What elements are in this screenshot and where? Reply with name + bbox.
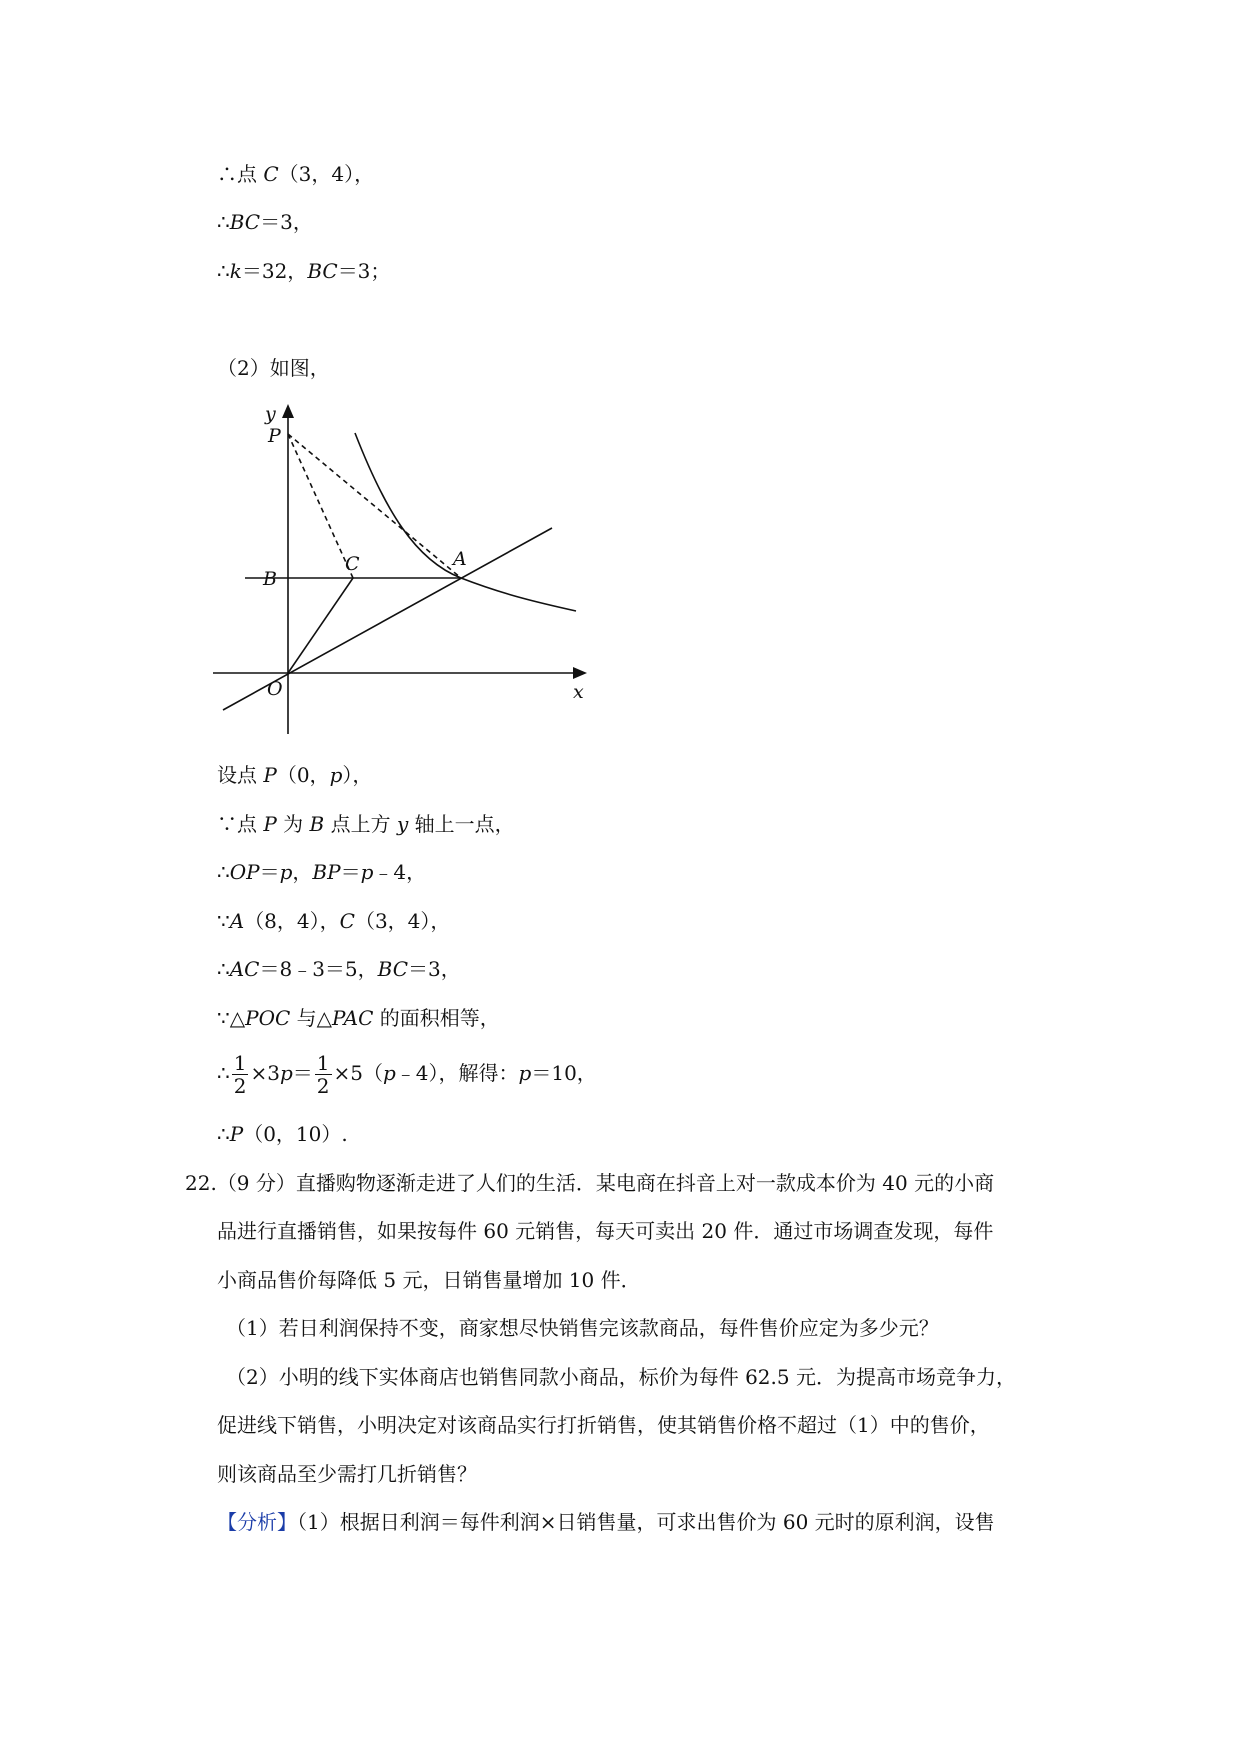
solution-line-9: ∴AC＝8﹣3＝5，BC＝3，: [217, 957, 461, 981]
hyperbola-curve: [355, 433, 576, 611]
question-22-sub1: （1）若日利润保持不变，商家想尽快销售完该款商品，每件售价应定为多少元？: [226, 1316, 939, 1340]
analysis-line: 【分析】（1）根据日利润＝每件利润×日销售量，可求出售价为 60 元时的原利润，设售: [217, 1510, 995, 1534]
label-o: O: [267, 678, 283, 700]
label-a: A: [453, 548, 467, 570]
label-p: P: [268, 425, 281, 447]
question-22-line-1: 22.（9 分）直播购物逐渐走进了人们的生活．某电商在抖音上对一款成本价为 40 元的小商: [185, 1171, 995, 1195]
x-axis-arrow: [573, 667, 587, 679]
solution-line-7: ∴OP＝p，BP＝p﹣4，: [217, 860, 427, 884]
question-22-sub2-line3: 则该商品至少需打几折销售？: [217, 1462, 477, 1486]
label-b: B: [263, 568, 277, 590]
coordinate-graph: [205, 400, 600, 740]
dashed-pa: [288, 434, 461, 578]
solution-line-3: ∴k＝32，BC＝3；: [217, 259, 391, 283]
segment-oc: [288, 578, 353, 673]
analysis-tag: 【分析】: [217, 1510, 297, 1534]
question-number: 22.: [185, 1171, 217, 1195]
solution-line-8: ∵A（8，4），C（3，4），: [217, 909, 451, 933]
question-22-line-2: 品进行直播销售，如果按每件 60 元销售，每天可卖出 20 件．通过市场调查发现，每件: [217, 1219, 994, 1243]
question-22-line-3: 小商品售价每降低 5 元，日销售量增加 10 件．: [217, 1268, 641, 1292]
solution-part2-heading: （2）如图，: [217, 356, 330, 380]
question-22-sub2: （2）小明的线下实体商店也销售同款小商品，标价为每件 62.5 元．为提高市场竞争力，: [226, 1365, 1016, 1389]
label-c: C: [345, 553, 360, 575]
solution-line-10: ∵△POC 与△PAC 的面积相等，: [217, 1006, 500, 1030]
question-22-sub2-line2: 促进线下销售，小明决定对该商品实行打折销售，使其销售价格不超过（1）中的售价，: [217, 1413, 990, 1437]
solution-line-5: 设点 P（0，p），: [217, 763, 373, 787]
question-score: （9 分）: [216, 1171, 296, 1195]
fraction-half-1: $\frac{1}{2}$: [233, 1051, 247, 1098]
solution-equation-line: ∴ $\frac{1}{2}$ ×3p＝ $\frac{1}{2}$ ×5（p﹣4），解得：p＝10，: [217, 1051, 597, 1098]
dashed-pc: [288, 434, 353, 578]
y-axis-arrow: [282, 404, 294, 418]
label-y: y: [265, 403, 276, 425]
label-x: x: [573, 681, 584, 703]
solution-line-12: ∴P（0，10）.: [217, 1122, 348, 1146]
solution-line-1: ∴点 C（3，4），: [217, 162, 375, 186]
solution-line-2: ∴BC＝3，: [217, 210, 313, 234]
solution-line-6: ∵点 P 为 B 点上方 y 轴上一点，: [217, 812, 515, 836]
fraction-half-2: $\frac{1}{2}$: [316, 1051, 330, 1098]
